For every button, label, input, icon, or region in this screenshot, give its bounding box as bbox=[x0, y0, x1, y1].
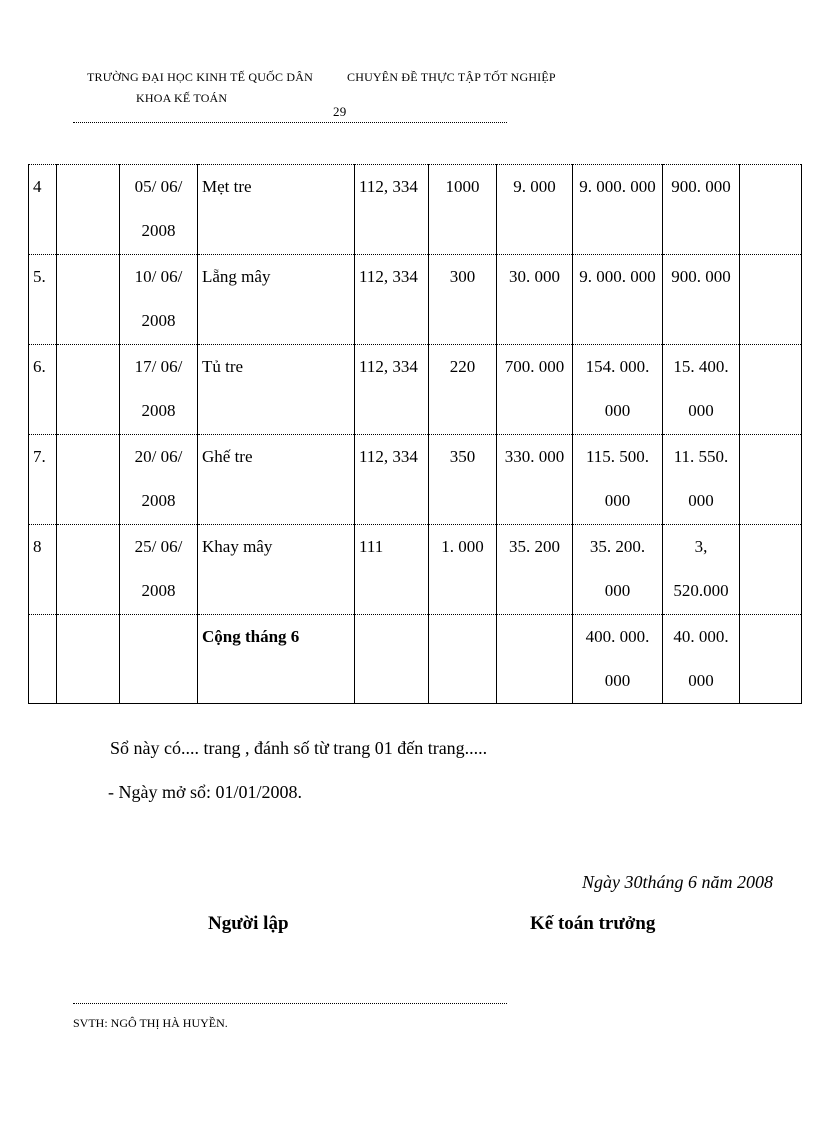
voucher-cell bbox=[57, 255, 120, 345]
date-cell-text-2: 2008 bbox=[141, 491, 176, 510]
school-name: TRƯỜNG ĐẠI HỌC KINH TẾ QUỐC DÂN bbox=[87, 70, 313, 84]
book-open-date: - Ngày mở sổ: 01/01/2008. bbox=[108, 782, 303, 802]
row-number bbox=[29, 345, 57, 435]
item-cell bbox=[198, 435, 355, 525]
date-cell-text-1: 10/ 06/ bbox=[134, 267, 183, 286]
item-cell-text: Mẹt tre bbox=[202, 177, 252, 196]
book-pages-note: Sổ này có.... trang , đánh số từ trang 01 đến trang..... bbox=[110, 738, 488, 758]
row-number-text: 7. bbox=[33, 447, 46, 466]
tax-cell bbox=[663, 345, 740, 435]
row-number bbox=[29, 525, 57, 615]
tax-cell-text-1: 15. 400. bbox=[673, 357, 729, 376]
page-number: 29 bbox=[333, 104, 347, 119]
row-number bbox=[29, 165, 57, 255]
footer-divider bbox=[73, 1003, 507, 1004]
note-cell bbox=[740, 345, 802, 435]
amount-cell bbox=[573, 525, 663, 615]
ledger-body bbox=[29, 165, 802, 704]
price-cell bbox=[497, 435, 573, 525]
date-cell bbox=[120, 345, 198, 435]
amount-cell-text: 154. 000. 000 bbox=[585, 357, 650, 420]
total-empty-3 bbox=[120, 615, 198, 704]
amount-cell bbox=[573, 435, 663, 525]
account-cell bbox=[355, 525, 429, 615]
tax-cell bbox=[663, 435, 740, 525]
tax-cell bbox=[663, 165, 740, 255]
total-label bbox=[198, 615, 355, 704]
date-cell-text-2: 2008 bbox=[141, 401, 176, 420]
account-cell-text: 112, 334 bbox=[359, 267, 418, 286]
date-cell-text-1: 25/ 06/ bbox=[134, 537, 183, 556]
note-cell bbox=[740, 255, 802, 345]
table-row bbox=[29, 525, 802, 615]
quantity-cell-text: 1000 bbox=[445, 177, 480, 196]
table-row bbox=[29, 345, 802, 435]
note-cell bbox=[740, 165, 802, 255]
quantity-cell-text: 300 bbox=[449, 267, 476, 286]
quantity-cell-text: 1. 000 bbox=[441, 537, 484, 556]
amount-cell bbox=[573, 165, 663, 255]
table-row bbox=[29, 255, 802, 345]
voucher-cell bbox=[57, 435, 120, 525]
tax-cell-text-1: 11. 550. bbox=[673, 447, 729, 466]
date-cell-text-2: 2008 bbox=[141, 311, 176, 330]
quantity-cell bbox=[429, 435, 497, 525]
total-empty-1 bbox=[29, 615, 57, 704]
item-cell-text: Lẵng mây bbox=[202, 267, 271, 286]
note-cell bbox=[740, 435, 802, 525]
preparer-label: Người lập bbox=[208, 913, 289, 934]
total-tax-text-1: 40. 000. bbox=[673, 627, 729, 646]
tax-cell-text-2: 000 bbox=[688, 401, 714, 420]
date-cell bbox=[120, 255, 198, 345]
item-cell bbox=[198, 345, 355, 435]
quantity-cell bbox=[429, 255, 497, 345]
total-empty-2 bbox=[57, 615, 120, 704]
tax-cell-text-1: 900. 000 bbox=[671, 267, 731, 286]
tax-cell bbox=[663, 525, 740, 615]
amount-cell-text: 9. 000. 000 bbox=[579, 177, 656, 196]
item-cell bbox=[198, 255, 355, 345]
price-cell bbox=[497, 165, 573, 255]
total-empty-5 bbox=[429, 615, 497, 704]
account-cell-text: 112, 334 bbox=[359, 447, 418, 466]
account-cell-text: 112, 334 bbox=[359, 177, 418, 196]
chief-accountant-label: Kế toán trưởng bbox=[530, 913, 656, 934]
account-cell bbox=[355, 345, 429, 435]
voucher-cell bbox=[57, 165, 120, 255]
date-cell-text-1: 05/ 06/ bbox=[134, 177, 183, 196]
amount-cell-text: 9. 000. 000 bbox=[579, 267, 656, 286]
account-cell-text: 111 bbox=[359, 537, 384, 556]
tax-cell-text-1: 3, 520.000 bbox=[673, 537, 729, 600]
item-cell-text: Tủ tre bbox=[202, 357, 244, 376]
price-cell bbox=[497, 525, 573, 615]
amount-cell-text: 35. 200. 000 bbox=[589, 537, 646, 600]
student-name: SVTH: NGÔ THỊ HÀ HUYỀN. bbox=[73, 1016, 228, 1030]
total-empty-7 bbox=[740, 615, 802, 704]
date-cell-text-1: 20/ 06/ bbox=[134, 447, 183, 466]
header-divider bbox=[73, 122, 507, 123]
date-cell bbox=[120, 165, 198, 255]
price-cell-text: 700. 000 bbox=[504, 357, 565, 376]
total-empty-6 bbox=[497, 615, 573, 704]
quantity-cell bbox=[429, 165, 497, 255]
amount-cell bbox=[573, 345, 663, 435]
date-cell bbox=[120, 435, 198, 525]
total-empty-4 bbox=[355, 615, 429, 704]
price-cell bbox=[497, 255, 573, 345]
amount-cell-text: 115. 500. 000 bbox=[585, 447, 650, 510]
date-cell bbox=[120, 525, 198, 615]
voucher-cell bbox=[57, 525, 120, 615]
table-row bbox=[29, 435, 802, 525]
total-label-text: Cộng tháng 6 bbox=[202, 627, 300, 646]
total-amount bbox=[573, 615, 663, 704]
price-cell bbox=[497, 345, 573, 435]
row-number-text: 4 bbox=[33, 177, 42, 196]
total-tax bbox=[663, 615, 740, 704]
price-cell-text: 35. 200 bbox=[509, 537, 560, 556]
date-cell-text-2: 2008 bbox=[141, 581, 176, 600]
item-cell bbox=[198, 525, 355, 615]
account-cell bbox=[355, 435, 429, 525]
row-number bbox=[29, 435, 57, 525]
table-row bbox=[29, 165, 802, 255]
tax-cell-text-1: 900. 000 bbox=[671, 177, 731, 196]
price-cell-text: 30. 000 bbox=[509, 267, 560, 286]
row-number-text: 8 bbox=[33, 537, 42, 556]
price-cell-text: 330. 000 bbox=[504, 447, 565, 466]
department-name: KHOA KẾ TOÁN bbox=[136, 91, 228, 105]
tax-cell-text-2: 000 bbox=[688, 491, 714, 510]
note-cell bbox=[740, 525, 802, 615]
quantity-cell bbox=[429, 345, 497, 435]
voucher-cell bbox=[57, 345, 120, 435]
price-cell-text: 9. 000 bbox=[513, 177, 556, 196]
amount-cell bbox=[573, 255, 663, 345]
signature-date: Ngày 30tháng 6 năm 2008 bbox=[582, 872, 773, 892]
quantity-cell-text: 220 bbox=[449, 357, 476, 376]
row-number-text: 6. bbox=[33, 357, 46, 376]
quantity-cell bbox=[429, 525, 497, 615]
date-cell-text-1: 17/ 06/ bbox=[134, 357, 183, 376]
total-amount-text: 400. 000. 000 bbox=[585, 627, 650, 690]
total-row bbox=[29, 615, 802, 704]
row-number bbox=[29, 255, 57, 345]
item-cell bbox=[198, 165, 355, 255]
account-cell bbox=[355, 165, 429, 255]
item-cell-text: Ghế tre bbox=[202, 447, 253, 466]
report-title: CHUYÊN ĐỀ THỰC TẬP TỐT NGHIỆP bbox=[347, 70, 556, 84]
tax-cell bbox=[663, 255, 740, 345]
ledger-table bbox=[28, 164, 802, 704]
row-number-text: 5. bbox=[33, 267, 46, 286]
account-cell bbox=[355, 255, 429, 345]
date-cell-text-2: 2008 bbox=[141, 221, 176, 240]
item-cell-text: Khay mây bbox=[202, 537, 273, 556]
total-tax-text-2: 000 bbox=[688, 671, 714, 690]
account-cell-text: 112, 334 bbox=[359, 357, 418, 376]
quantity-cell-text: 350 bbox=[449, 447, 476, 466]
